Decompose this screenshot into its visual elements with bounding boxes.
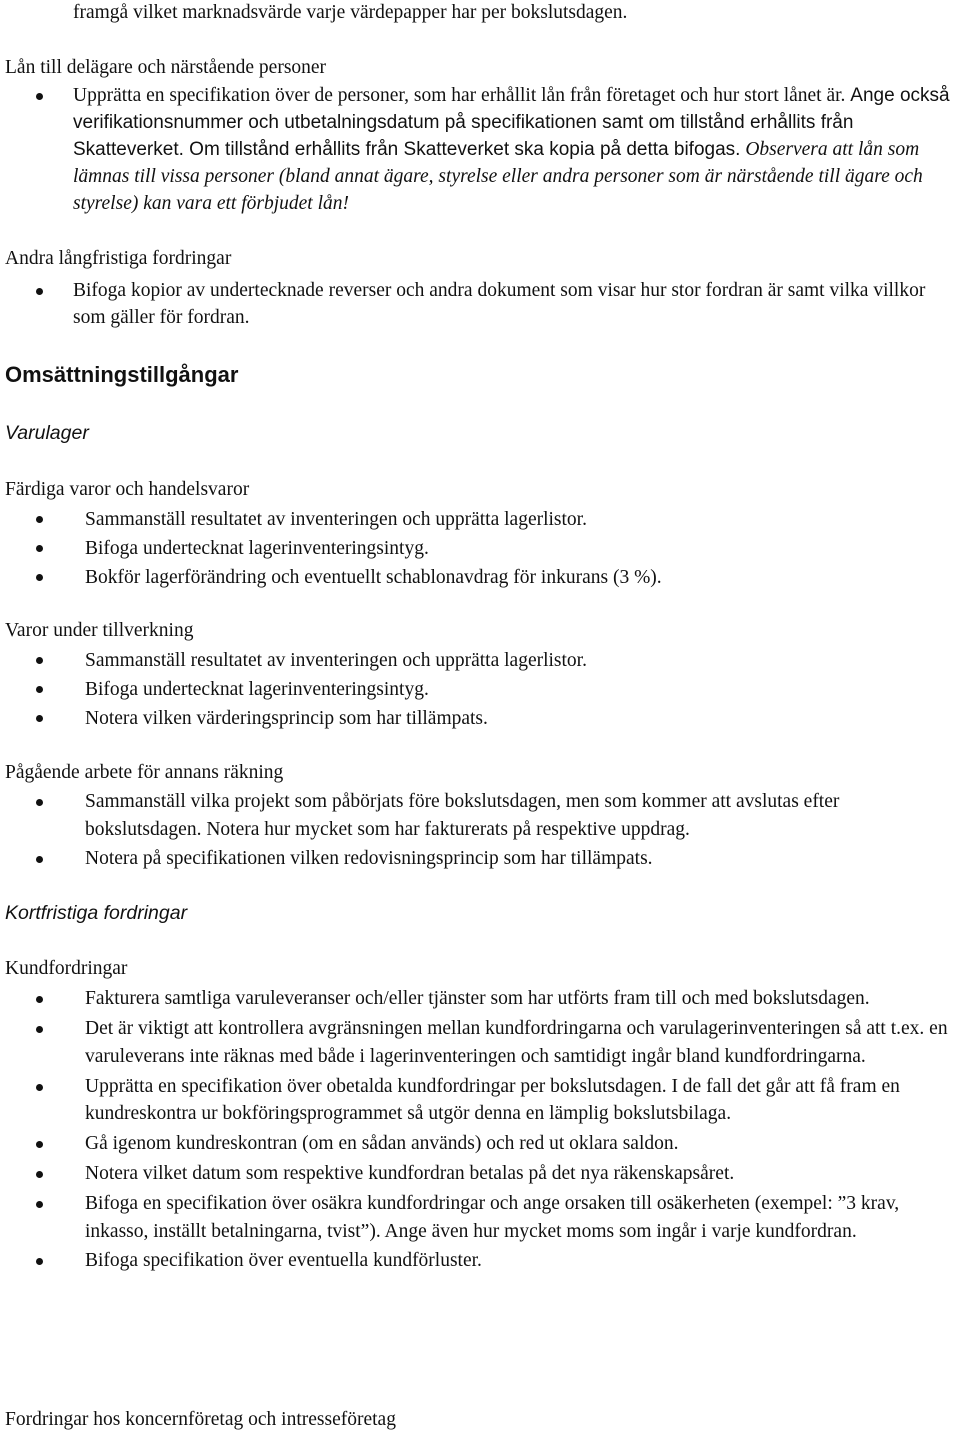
bullet-icon (36, 996, 43, 1003)
bullet-icon (36, 799, 43, 806)
loans-heading: Lån till delägare och närstående personer (5, 57, 327, 78)
list-item: Gå igenom kundreskontran (om en sådan används) och red ut oklara saldon. (0, 1130, 960, 1158)
bullet-icon (36, 516, 43, 523)
bullet-icon (36, 93, 43, 100)
list-item: Bifoga undertecknat lagerinventeringsintyg. (0, 675, 960, 704)
loans-list (0, 82, 960, 217)
loans-item-warning: Observera att lån som lämnas till vissa personer (bland annat ägare, styrelse eller andra personer som är närstående till ägare och styrelse) kan vara ett förbjudet lån! (73, 139, 923, 214)
section-title: Omsättningstillgångar (5, 362, 239, 387)
receivables-heading: Kundfordringar (5, 958, 128, 979)
list-item (0, 82, 960, 217)
list-item: Det är viktigt att kontrollera avgränsningen mellan kundfordringarna och varulagerinventeringen så att t.ex. en varuleverans inte räknas med både i lagerinventeringen och samtidigt ingår bland kundfordringarna. (0, 1015, 960, 1070)
bullet-icon (36, 856, 43, 863)
bullet-icon (36, 1141, 43, 1148)
finished-goods-heading: Färdiga varor och handelsvaror (5, 479, 250, 500)
receivables-list (0, 985, 960, 1275)
bullet-icon (36, 1171, 43, 1178)
list-item: Notera vilken värderingsprincip som har tillämpats. (0, 704, 960, 733)
list-item: Upprätta en specifikation över obetalda kundfordringar per bokslutsdagen. I de fall det går att få fram en kundreskontra ur bokföringsprogrammet så utgör denna en lämplig bokslutsbilaga. (0, 1073, 960, 1127)
list-item: Fakturera samtliga varuleveranser och/eller tjänster som har utförts fram till och med bokslutsdagen. (0, 985, 960, 1013)
group-receivables-heading: Fordringar hos koncernföretag och intresseföretag (5, 1409, 396, 1430)
list-item: Notera på specifikationen vilken redovisningsprincip som har tillämpats. (0, 845, 960, 873)
wip-heading: Varor under tillverkning (5, 620, 194, 641)
list-item: Sammanställ vilka projekt som påbörjats före bokslutsdagen, men som kommer att avslutas efter bokslutsdagen. Notera hur mycket som har fakturerats på respektive uppdrag. (0, 788, 960, 844)
other-long-term-list (0, 277, 960, 331)
bullet-icon (36, 288, 43, 295)
bullet-icon (36, 1084, 43, 1091)
bullet-icon (36, 545, 43, 552)
bullet-icon (36, 574, 43, 581)
list-item: Bokför lagerförändring och eventuellt schablonavdrag för inkurans (3 %). (0, 563, 960, 592)
finished-goods-list (0, 505, 960, 592)
list-item: Bifoga specifikation över eventuella kundförluster. (0, 1247, 960, 1275)
loans-item-sans-text: Ange också verifikationsnummer och utbetalningsdatum på specifikationen samt om tillstånd erhållits från Skatteverket. Om tillstånd erhållits från Skatteverket ska kopia på detta bifogas. (73, 85, 950, 160)
intro-line: framgå vilket marknadsvärde varje värdepapper har per bokslutsdagen. (73, 2, 628, 23)
list-item: Bifoga en specifikation över osäkra kundfordringar och ange orsaken till osäkerheten (exempel: ”3 krav, inkasso, inställt betalningarna, tvist”). Ange även hur mycket moms som ingår i varje kundfordran. (0, 1190, 960, 1245)
bullet-icon (36, 1201, 43, 1208)
loans-item-text: Upprätta en specifikation över de personer, som har erhållit lån från företaget och hur stort lånet är. (73, 85, 846, 106)
other-long-term-heading: Andra långfristiga fordringar (5, 248, 232, 269)
short-term-subtitle: Kortfristiga fordringar (5, 902, 188, 924)
ongoing-work-list (0, 788, 960, 873)
list-item: Bifoga kopior av undertecknade reverser och andra dokument som visar hur stor fordran är samt vilka villkor som gäller för fordran. (0, 277, 960, 331)
list-item: Bifoga undertecknat lagerinventeringsintyg. (0, 534, 960, 563)
bullet-icon (36, 715, 43, 722)
bullet-icon (36, 1258, 43, 1265)
wip-list (0, 646, 960, 733)
ongoing-work-heading: Pågående arbete för annans räkning (5, 762, 284, 783)
list-item: Sammanställ resultatet av inventeringen och upprätta lagerlistor. (0, 646, 960, 675)
bullet-icon (36, 1026, 43, 1033)
bullet-icon (36, 657, 43, 664)
inventory-subtitle: Varulager (5, 422, 89, 444)
list-item: Sammanställ resultatet av inventeringen och upprätta lagerlistor. (0, 505, 960, 534)
bullet-icon (36, 686, 43, 693)
list-item: Notera vilket datum som respektive kundfordran betalas på det nya räkenskapsåret. (0, 1160, 960, 1188)
